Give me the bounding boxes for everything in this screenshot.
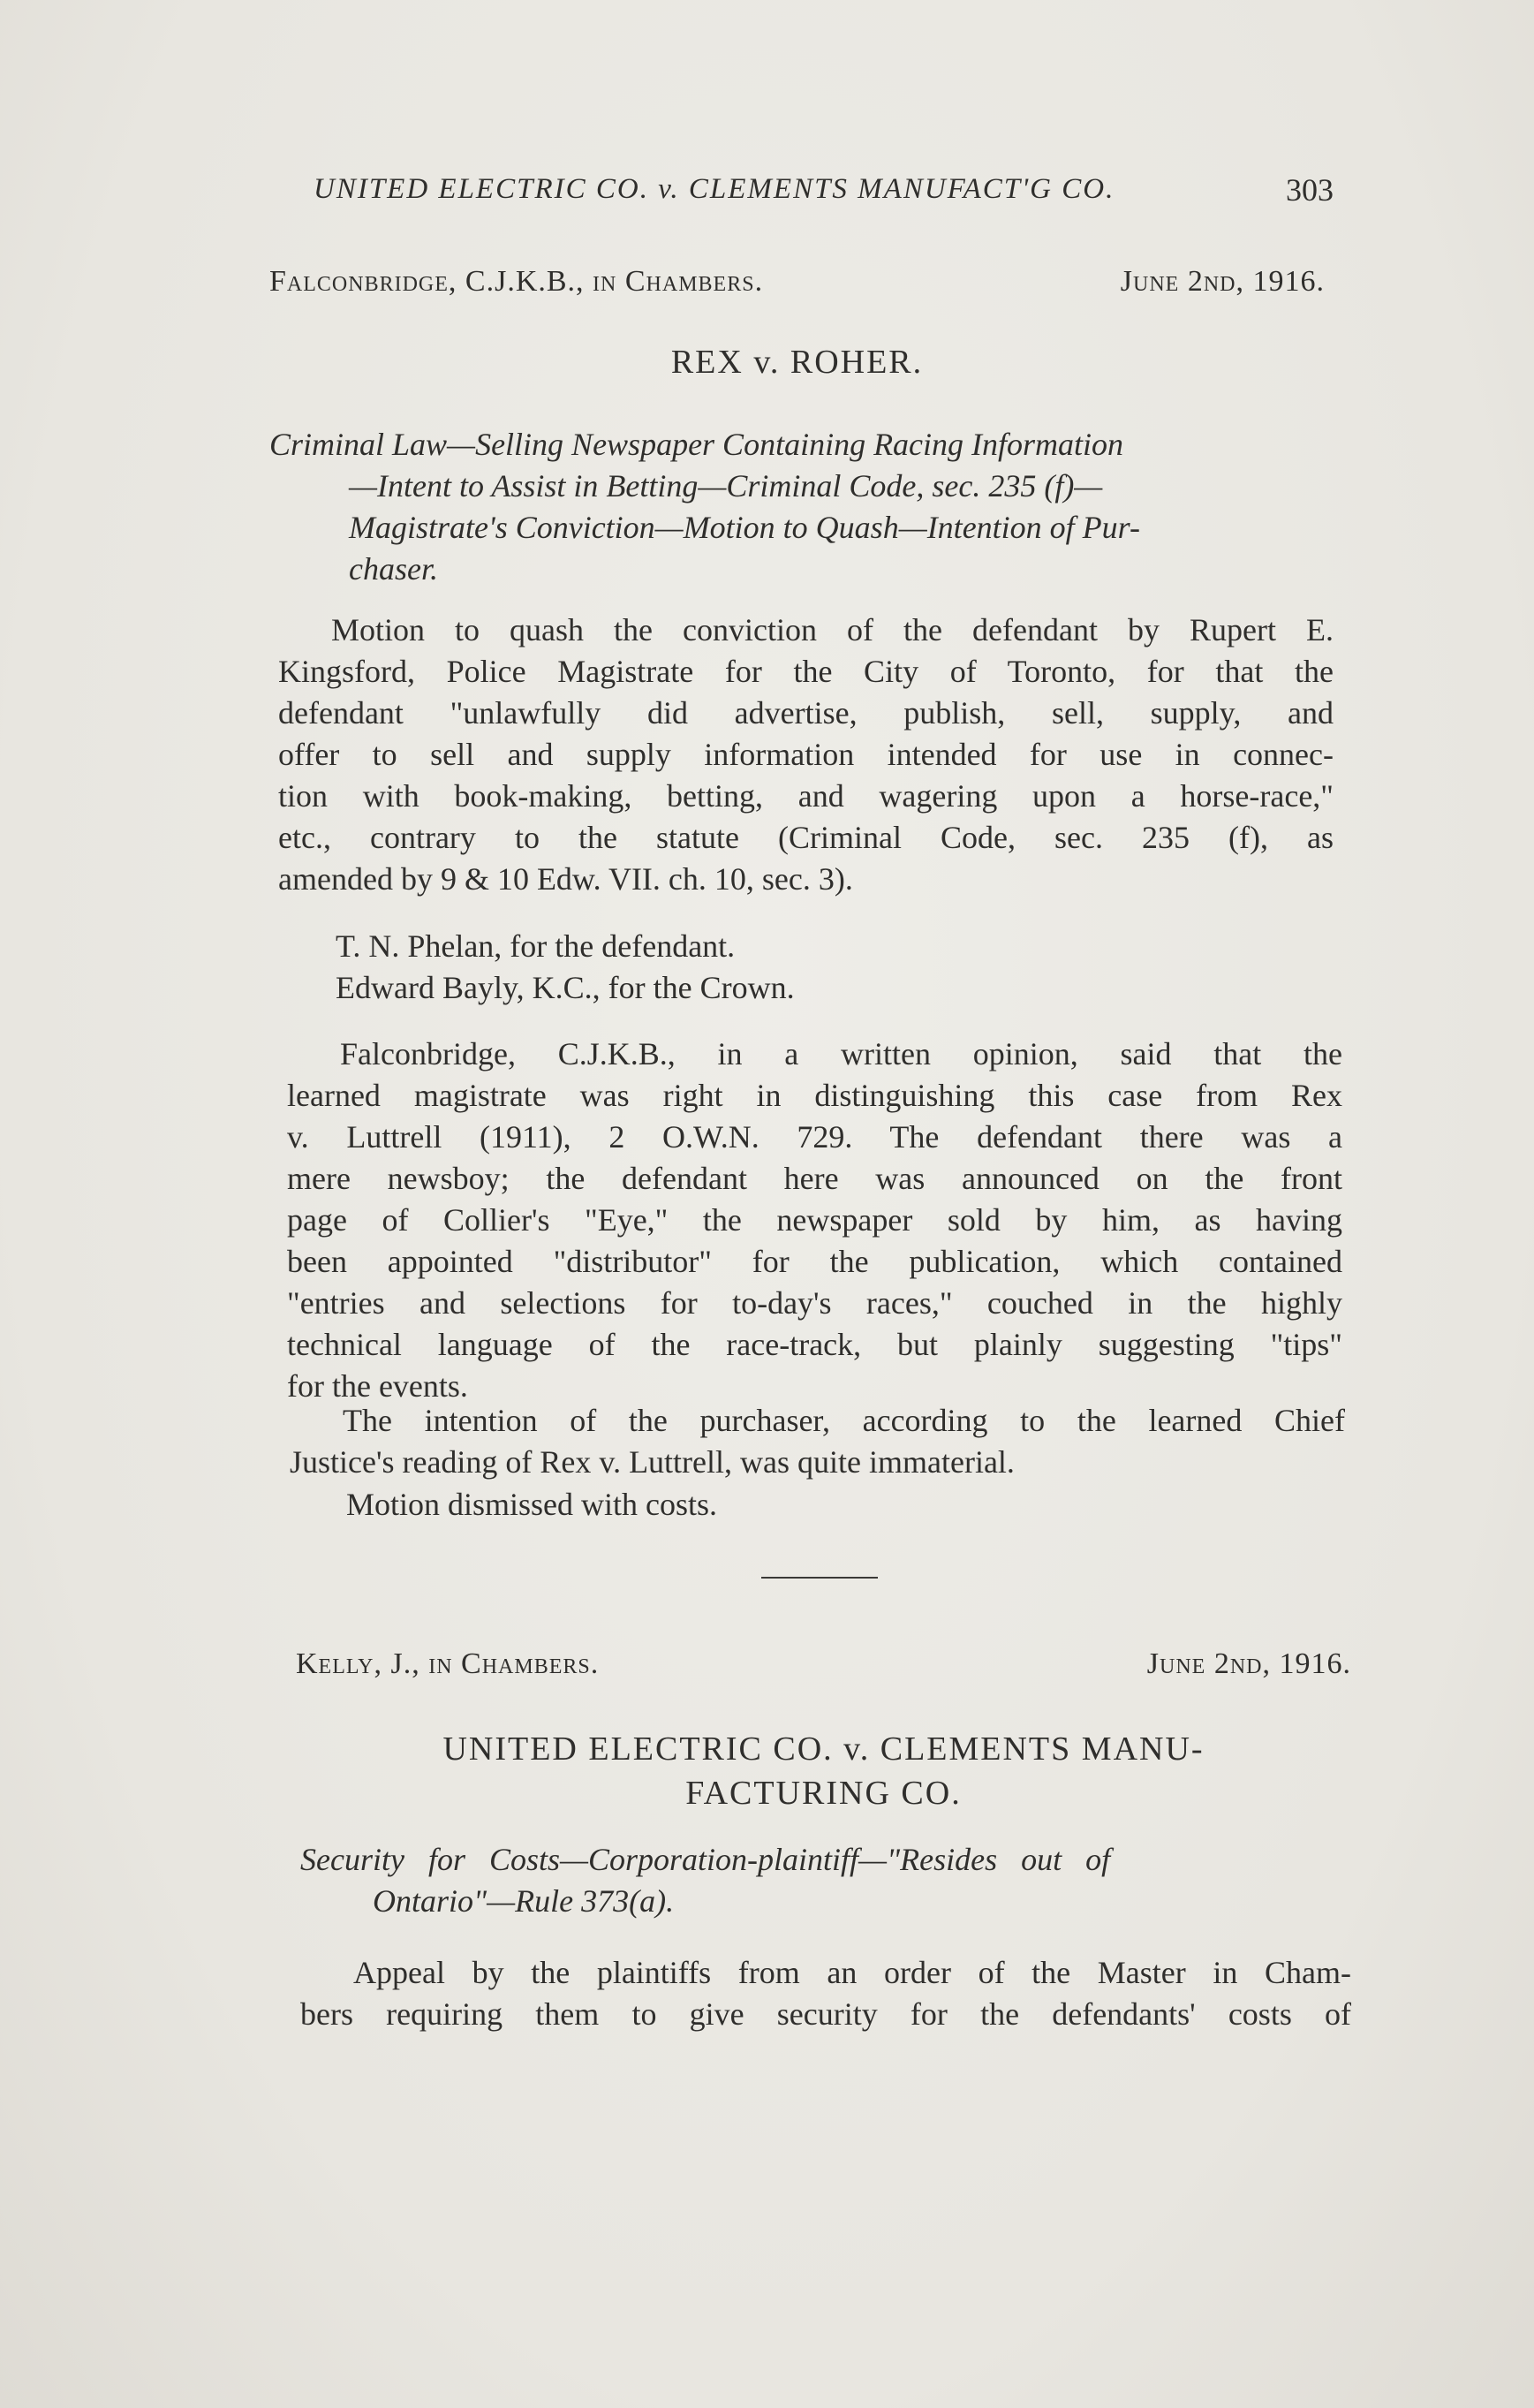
running-head bbox=[314, 173, 1334, 206]
case1-disposition: Motion dismissed with costs. bbox=[346, 1487, 718, 1522]
case1-court-line bbox=[269, 265, 1325, 299]
text-line: mere newsboy; the defendant here was announced on the front bbox=[287, 1161, 1342, 1196]
case1-motion-paragraph bbox=[278, 610, 1334, 900]
headnote-line: Magistrate's Conviction—Motion to Quash—Intention of Pur- bbox=[349, 510, 1140, 545]
case1-opinion-paragraph bbox=[287, 1034, 1342, 1407]
case2-judge: Kelly, J., in Chambers. bbox=[296, 1647, 600, 1680]
text-line: been appointed "distributor" for the publication, which contained bbox=[287, 1244, 1342, 1279]
case2-title-line: FACTURING CO. bbox=[685, 1775, 962, 1812]
text-line: Falconbridge, C.J.K.B., in a written opinion, said that the bbox=[340, 1036, 1342, 1071]
counsel-line: T. N. Phelan, for the defendant. bbox=[336, 928, 736, 964]
headnote-line: chaser. bbox=[349, 551, 438, 587]
text-line: for the events. bbox=[287, 1368, 468, 1404]
case1-judge: Falconbridge, C.J.K.B., in Chambers. bbox=[269, 265, 764, 298]
counsel-line: Edward Bayly, K.C., for the Crown. bbox=[336, 970, 795, 1005]
text-line: Kingsford, Police Magistrate for the City of Toronto, for that the bbox=[278, 654, 1334, 689]
case2-title-line: UNITED ELECTRIC CO. v. CLEMENTS MANU- bbox=[442, 1730, 1205, 1768]
case1-title: REX v. ROHER. bbox=[670, 344, 924, 381]
text-line: page of Collier's "Eye," the newspaper sold by him, as having bbox=[287, 1202, 1342, 1238]
headnote-line: Ontario"—Rule 373(a). bbox=[373, 1883, 675, 1919]
text-line: defendant "unlawfully did advertise, publish, sell, supply, and bbox=[278, 695, 1334, 731]
case2-appeal-paragraph bbox=[300, 1952, 1351, 2035]
headnote-line: —Intent to Assist in Betting—Criminal Code, sec. 235 (f)— bbox=[349, 468, 1103, 504]
text-line: bers requiring them to give security for the defendants' costs of bbox=[300, 1996, 1351, 2032]
headnote-line: Security for Costs—Corporation-plaintiff—"Resides out of bbox=[300, 1842, 1111, 1877]
case1-counsel bbox=[336, 926, 1307, 1009]
text-line: Motion to quash the conviction of the defendant by Rupert E. bbox=[331, 612, 1334, 647]
page-number: 303 bbox=[1286, 172, 1334, 208]
text-line: learned magistrate was right in distinguishing this case from Rex bbox=[287, 1078, 1342, 1113]
headnote-line: Criminal Law—Selling Newspaper Containing Racing Information bbox=[269, 427, 1124, 462]
case1-date: June 2nd, 1916. bbox=[1120, 265, 1325, 298]
case2-title bbox=[296, 1727, 1351, 1815]
text-line: offer to sell and supply information intended for use in connec- bbox=[278, 737, 1334, 772]
text-line: technical language of the race-track, but plainly suggesting "tips" bbox=[287, 1327, 1342, 1362]
text-line: Appeal by the plaintiffs from an order of the Master in Cham- bbox=[353, 1955, 1351, 1990]
case2-date: June 2nd, 1916. bbox=[1146, 1647, 1351, 1680]
case2-headnote bbox=[300, 1839, 1360, 1922]
text-line: tion with book-making, betting, and wagering upon a horse-race," bbox=[278, 778, 1334, 814]
text-line: The intention of the purchaser, according to the learned Chief bbox=[343, 1403, 1345, 1438]
case1-intention-paragraph bbox=[290, 1400, 1345, 1483]
case2-court-line bbox=[296, 1647, 1351, 1681]
text-line: amended by 9 & 10 Edw. VII. ch. 10, sec. 3). bbox=[278, 861, 853, 897]
text-line: Justice's reading of Rex v. Luttrell, was quite immaterial. bbox=[290, 1444, 1015, 1480]
text-line: "entries and selections for to-day's races," couched in the highly bbox=[287, 1285, 1342, 1321]
section-divider bbox=[761, 1577, 878, 1579]
case1-headnote bbox=[269, 424, 1329, 590]
text-line: v. Luttrell (1911), 2 O.W.N. 729. The defendant there was a bbox=[287, 1119, 1342, 1155]
running-head-title: UNITED ELECTRIC CO. v. CLEMENTS MANUFACT'G CO. bbox=[314, 173, 1115, 205]
text-line: etc., contrary to the statute (Criminal Code, sec. 235 (f), as bbox=[278, 820, 1334, 855]
